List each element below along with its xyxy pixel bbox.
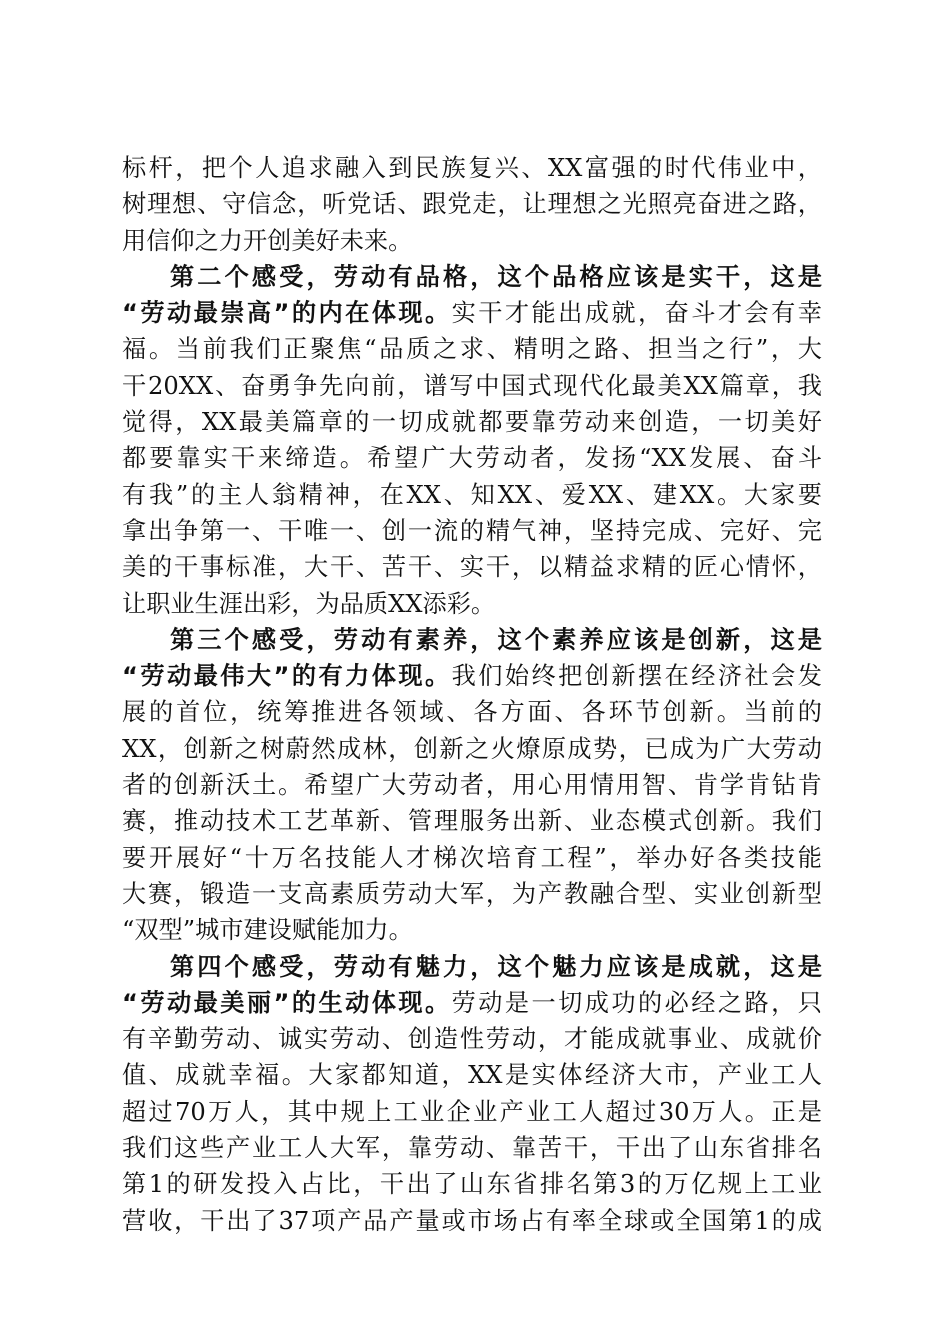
body-text: 营收，干出了37项产品产量或市场占有率全球或全国第1的成: [122, 1206, 822, 1235]
body-text: 值、成就幸福。大家都知道，XX是实体经济大市，产业工人: [122, 1061, 822, 1090]
text-line: [122, 949, 822, 985]
body-text: 美的干事标准，大干、苦干、实干，以精益求精的匠心情怀，: [122, 553, 822, 582]
text-line: [122, 1057, 822, 1093]
bold-heading-text: 第二个感受，劳动有品格，这个品格应该是实干，这是: [170, 262, 822, 291]
text-line: [122, 840, 822, 876]
text-line: [122, 1203, 822, 1239]
paragraph: [122, 150, 822, 259]
body-text: 让职业生涯出彩，为品质XX添彩。: [122, 589, 496, 618]
body-text: “双型”城市建设赋能加力。: [122, 916, 413, 945]
text-line: [122, 912, 822, 948]
text-line: [122, 440, 822, 476]
body-text: 福。当前我们正聚焦“品质之求、精明之路、担当之行”，大: [122, 335, 822, 364]
text-line: [122, 549, 822, 585]
body-text: 我们始终把创新摆在经济社会发: [451, 662, 822, 691]
body-text: 用信仰之力开创美好未来。: [122, 226, 413, 255]
text-line: [122, 767, 822, 803]
text-line: [122, 622, 822, 658]
body-text: 大赛，锻造一支高素质劳动大军，为产教融合型、实业创新型: [122, 879, 822, 908]
text-line: [122, 1130, 822, 1166]
document-body: [122, 150, 822, 1239]
bold-heading-text: “劳动最美丽”的生动体现。: [122, 988, 452, 1017]
text-line: [122, 150, 822, 186]
text-line: [122, 1021, 822, 1057]
text-line: [122, 1166, 822, 1202]
text-line: [122, 731, 822, 767]
text-line: [122, 1094, 822, 1130]
text-line: [122, 586, 822, 622]
text-line: [122, 259, 822, 295]
paragraph: [122, 949, 822, 1239]
text-line: [122, 368, 822, 404]
body-text: 展的首位，统筹推进各领域、各方面、各环节创新。当前的: [122, 698, 822, 727]
text-line: [122, 985, 822, 1021]
body-text: 要开展好“十万名技能人才梯次培育工程”，举办好各类技能: [122, 843, 822, 872]
body-text: 觉得，XX最美篇章的一切成就都要靠劳动来创造，一切美好: [122, 408, 822, 437]
text-line: [122, 223, 822, 259]
body-text: 干20XX、奋勇争先向前，谱写中国式现代化最美XX篇章，我: [122, 371, 822, 400]
body-text: 超过70万人，其中规上工业企业产业工人超过30万人。正是: [122, 1097, 822, 1126]
text-line: [122, 295, 822, 331]
text-line: [122, 331, 822, 367]
body-text: 都要靠实干来缔造。希望广大劳动者，发扬“XX发展、奋斗: [122, 444, 822, 473]
body-text: 实干才能出成就，奋斗才会有幸: [451, 299, 822, 328]
body-text: 拿出争第一、干唯一、创一流的精气神，坚持完成、完好、完: [122, 516, 822, 545]
body-text: 树理想、守信念，听党话、跟党走，让理想之光照亮奋进之路，: [122, 190, 822, 219]
bold-heading-text: 第四个感受，劳动有魅力，这个魅力应该是成就，这是: [170, 952, 822, 981]
body-text: 我们这些产业工人大军，靠劳动、靠苦干，干出了山东省排名: [122, 1134, 822, 1163]
body-text: 劳动是一切成功的必经之路，只: [451, 988, 822, 1017]
body-text: 标杆，把个人追求融入到民族复兴、XX富强的时代伟业中，: [122, 154, 822, 182]
text-line: [122, 694, 822, 730]
text-line: [122, 477, 822, 513]
text-line: [122, 186, 822, 222]
bold-heading-text: “劳动最伟大”的有力体现。: [122, 662, 452, 691]
text-line: [122, 803, 822, 839]
text-line: [122, 876, 822, 912]
paragraph: [122, 259, 822, 622]
body-text: 第1的研发投入占比，干出了山东省排名第3的万亿规上工业: [122, 1170, 822, 1199]
body-text: 有我”的主人翁精神，在XX、知XX、爱XX、建XX。大家要: [122, 480, 822, 509]
body-text: 赛，推动技术工艺革新、管理服务出新、业态模式创新。我们: [122, 807, 822, 836]
text-line: [122, 513, 822, 549]
bold-heading-text: 第三个感受，劳动有素养，这个素养应该是创新，这是: [170, 625, 822, 654]
body-text: 者的创新沃土。希望广大劳动者，用心用情用智、肯学肯钻肯: [122, 771, 822, 800]
text-line: [122, 658, 822, 694]
body-text: 有辛勤劳动、诚实劳动、创造性劳动，才能成就事业、成就价: [122, 1025, 822, 1054]
text-line: [122, 404, 822, 440]
paragraph: [122, 622, 822, 949]
body-text: XX，创新之树蔚然成林，创新之火燎原成势，已成为广大劳动: [122, 734, 822, 763]
bold-heading-text: “劳动最崇高”的内在体现。: [122, 299, 452, 328]
